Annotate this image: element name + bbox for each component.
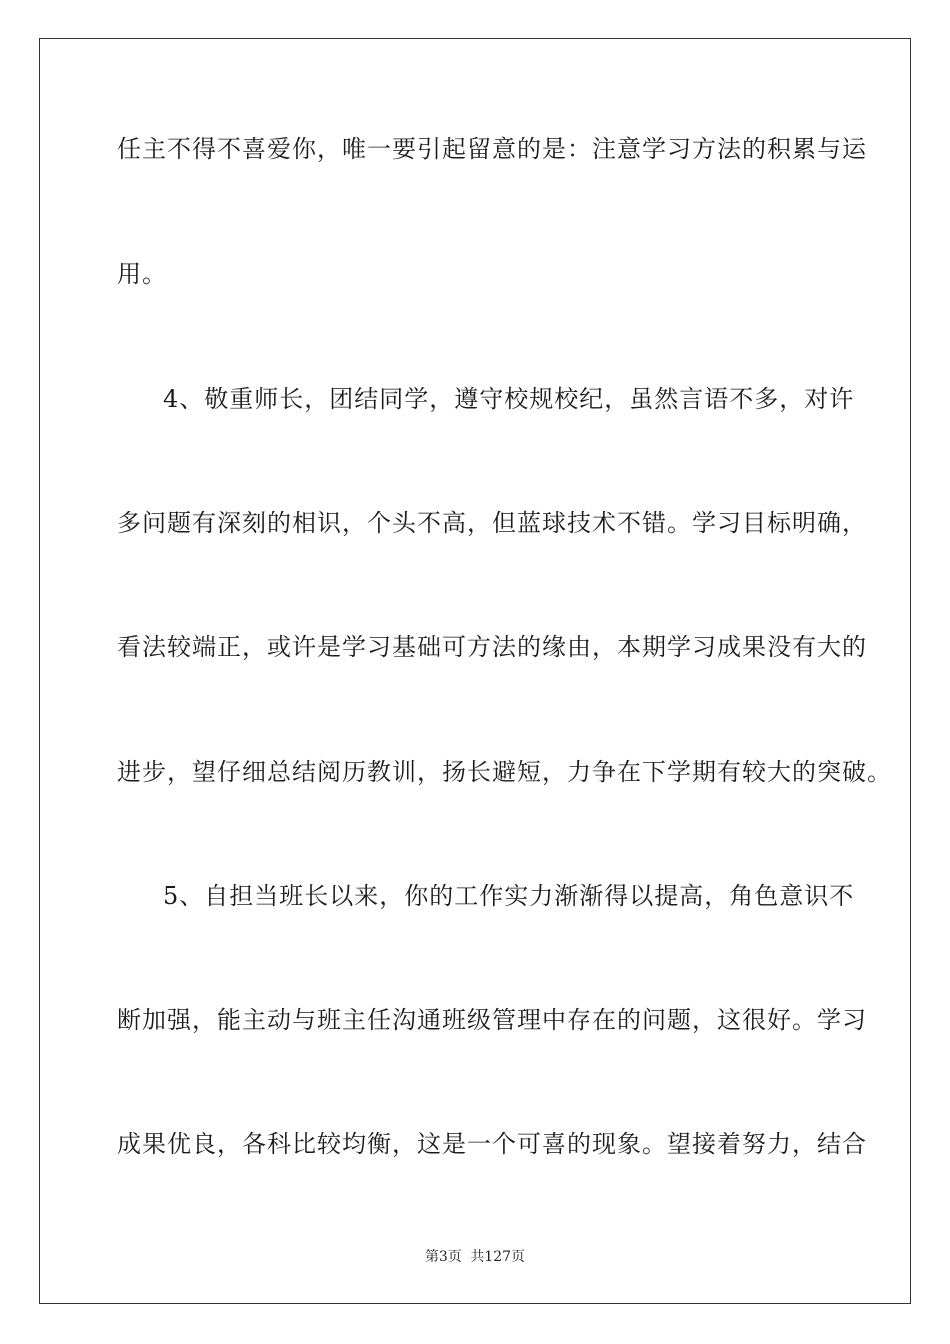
text-line-3: 4、敬重师长，团结同学，遵守校规校纪，虽然言语不多，对许 bbox=[163, 385, 855, 413]
text-line-8: 断加强，能主动与班主任沟通班级管理中存在的问题，这很好。学习 bbox=[117, 1006, 867, 1034]
page-number: 第3页 bbox=[424, 1249, 462, 1265]
text-line-1: 任主不得不喜爱你，唯一要引起留意的是：注意学习方法的积累与运 bbox=[117, 135, 867, 163]
text-line-5: 看法较端正，或许是学习基础可方法的缘由，本期学习成果没有大的 bbox=[117, 633, 867, 661]
page-footer bbox=[0, 1247, 950, 1267]
text-line-9: 成果优良，各科比较均衡，这是一个可喜的现象。望接着努力，结合 bbox=[117, 1130, 867, 1158]
text-line-2: 用。 bbox=[117, 260, 167, 288]
text-line-4: 多问题有深刻的相识，个头不高，但蓝球技术不错。学习目标明确， bbox=[117, 509, 867, 537]
text-line-6: 进步，望仔细总结阅历教训，扬长避短，力争在下学期有较大的突破。 bbox=[117, 758, 892, 786]
page-border bbox=[39, 38, 911, 1304]
page-total: 共127页 bbox=[470, 1249, 526, 1265]
text-line-7: 5、自担当班长以来，你的工作实力渐渐得以提高，角色意识不 bbox=[163, 882, 855, 910]
